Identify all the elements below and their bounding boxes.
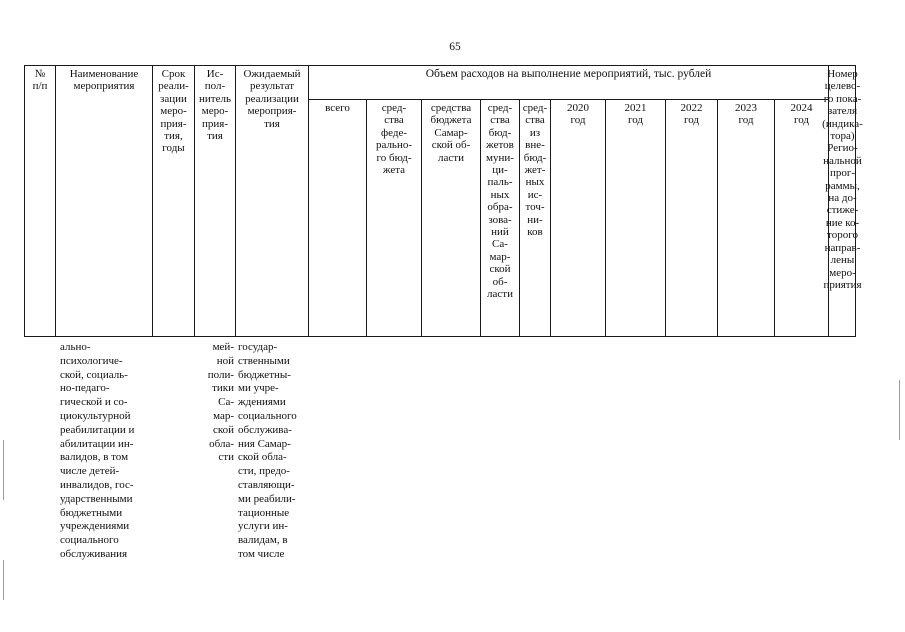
header-term: Срок реали- зации меро- прия- тия, годы (158, 68, 189, 155)
header-indicator: Номер целево- го пока- зателя (индика- тора) Регио- нальной прог- раммы, на до- стиже- ние ко- торого направ- лены меро- приятия (822, 68, 863, 291)
volume-subheader-border (308, 99, 828, 100)
scan-mark (3, 560, 4, 600)
table-top-border (24, 65, 856, 66)
header-extrabudgetary: сред- ства из вне- бюд- жет- ных ис- точ- ни- ков (522, 102, 548, 239)
col-border (717, 99, 718, 337)
header-year-2024: 2024 год (790, 102, 813, 127)
continued-result-text: государ- ственными бюджетны- ми учре- ждениями социального обслужива- ния Самар- ской обла- сти, предо- ставляющи- ми реабили- тационные услуги ин- валидам, в том числе (238, 341, 297, 560)
header-total: всего (325, 102, 350, 114)
col-border (605, 99, 606, 337)
col-border (55, 65, 56, 337)
header-result: Ожидаемый результат реализации мероприя- тия (243, 68, 301, 130)
scan-mark (899, 380, 900, 440)
continued-name-text: ально- психологиче- ской, социаль- но-педаго- гической и со- циокультурной реабилитации и абилитации ин- валидов, в том числе детей- инвалидов, гос- ударственными бюджетными учреждениями социального обслуживания (60, 341, 135, 560)
continued-executor-text: мей- ной поли- тики Са- мар- ской обла- сти (207, 341, 234, 464)
header-year-2020: 2020 год (567, 102, 589, 127)
header-regional: средства бюджета Самар- ской об- ласти (430, 102, 472, 164)
header-year-2023: 2023 год (735, 102, 757, 127)
col-border (665, 99, 666, 337)
header-number: № п/п (32, 68, 48, 93)
col-border (550, 99, 551, 337)
header-name: Наименование мероприятия (69, 68, 139, 93)
header-year-2021: 2021 год (624, 102, 647, 127)
table-bottom-border (24, 336, 856, 337)
header-year-2022: 2022 год (680, 102, 703, 127)
header-municipal: сред- ства бюд- жетов муни- ци- паль- ных обра- зова- ний Са- мар- ской об- ласти (486, 102, 514, 301)
col-border (24, 65, 25, 337)
page-number: 65 (449, 41, 461, 53)
header-executor: Ис- пол- нитель меро- прия- тия (199, 68, 231, 143)
header-volume: Объем расходов на выполнение мероприятий, тыс. рублей (425, 68, 712, 80)
scan-mark (3, 440, 4, 500)
header-federal: сред- ства феде- рально- го бюд- жета (375, 102, 413, 177)
col-border (774, 99, 775, 337)
